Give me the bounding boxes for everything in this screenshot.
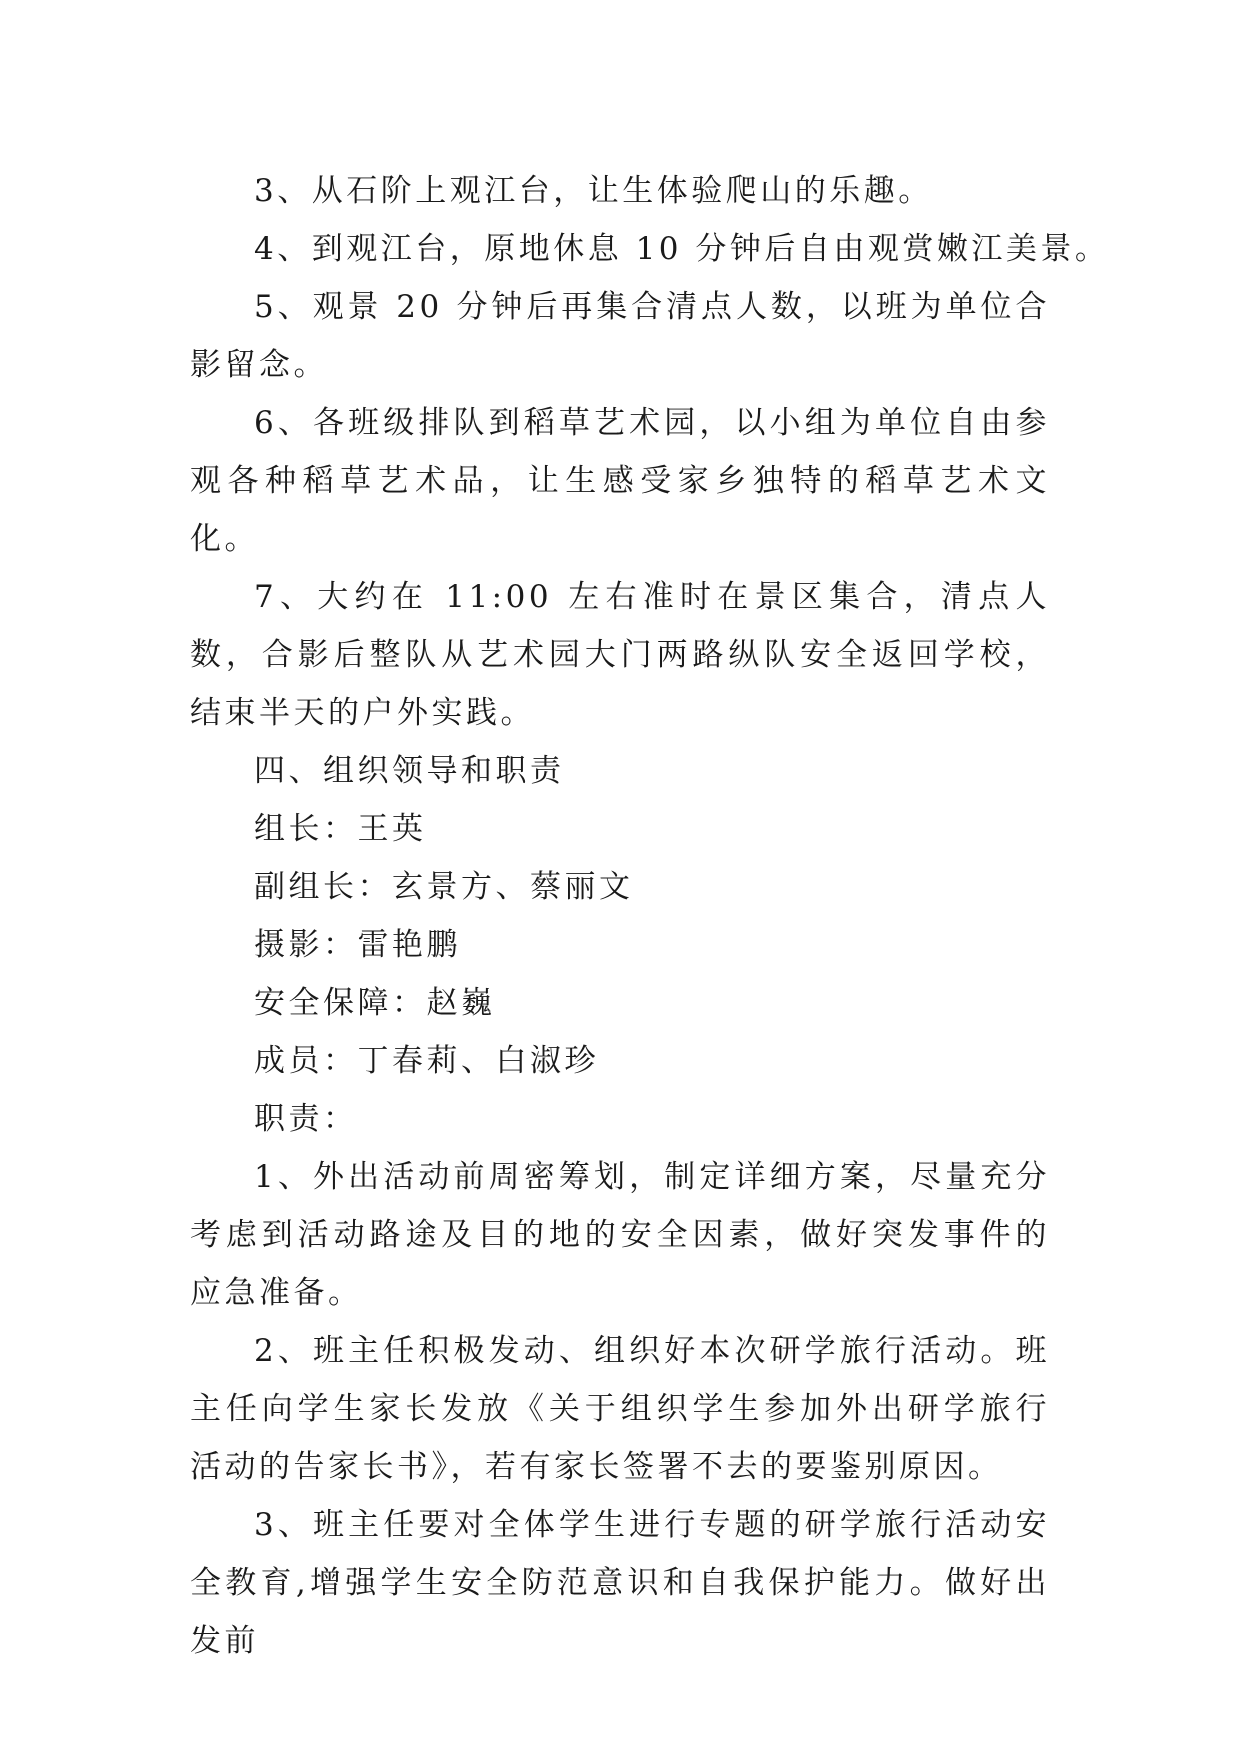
duty-1: 1、外出活动前周密筹划，制定详细方案，尽量充分考虑到活动路途及目的地的安全因素，做好突发事件的应急准备。 xyxy=(190,1159,1050,1311)
paragraph-step-7: 7、大约在 11:00 左右准时在景区集合，清点人数，合影后整队从艺术园大门两路纵队安全返回学校，结束半天的户外实践。 xyxy=(190,579,1050,731)
role-photography: 摄影：雷艳鹏 xyxy=(254,927,461,963)
role-deputy-leader: 副组长：玄景方、蔡丽文 xyxy=(254,869,634,905)
paragraph-step-5: 5、观景 20 分钟后再集合清点人数，以班为单位合影留念。 xyxy=(190,289,1050,383)
duties-heading: 职责： xyxy=(254,1101,358,1137)
section-heading: 四、组织领导和职责 xyxy=(254,753,565,789)
paragraph-step-3: 3、从石阶上观江台，让生体验爬山的乐趣。 xyxy=(254,173,933,209)
paragraph-step-6: 6、各班级排队到稻草艺术园，以小组为单位自由参观各种稻草艺术品，让生感受家乡独特的稻草艺术文化。 xyxy=(190,405,1050,557)
document-body xyxy=(190,162,1110,1670)
role-members: 成员：丁春莉、白淑珍 xyxy=(254,1043,599,1079)
paragraph-step-4: 4、到观江台，原地休息 10 分钟后自由观赏嫩江美景。 xyxy=(254,231,1110,267)
role-leader: 组长：王英 xyxy=(254,811,427,847)
role-safety: 安全保障：赵巍 xyxy=(254,985,496,1021)
duty-3: 3、班主任要对全体学生进行专题的研学旅行活动安全教育,增强学生安全防范意识和自我保护能力。做好出发前 xyxy=(190,1507,1050,1659)
duty-2: 2、班主任积极发动、组织好本次研学旅行活动。班主任向学生家长发放《关于组织学生参加外出研学旅行活动的告家长书》，若有家长签署不去的要鉴别原因。 xyxy=(190,1333,1050,1485)
